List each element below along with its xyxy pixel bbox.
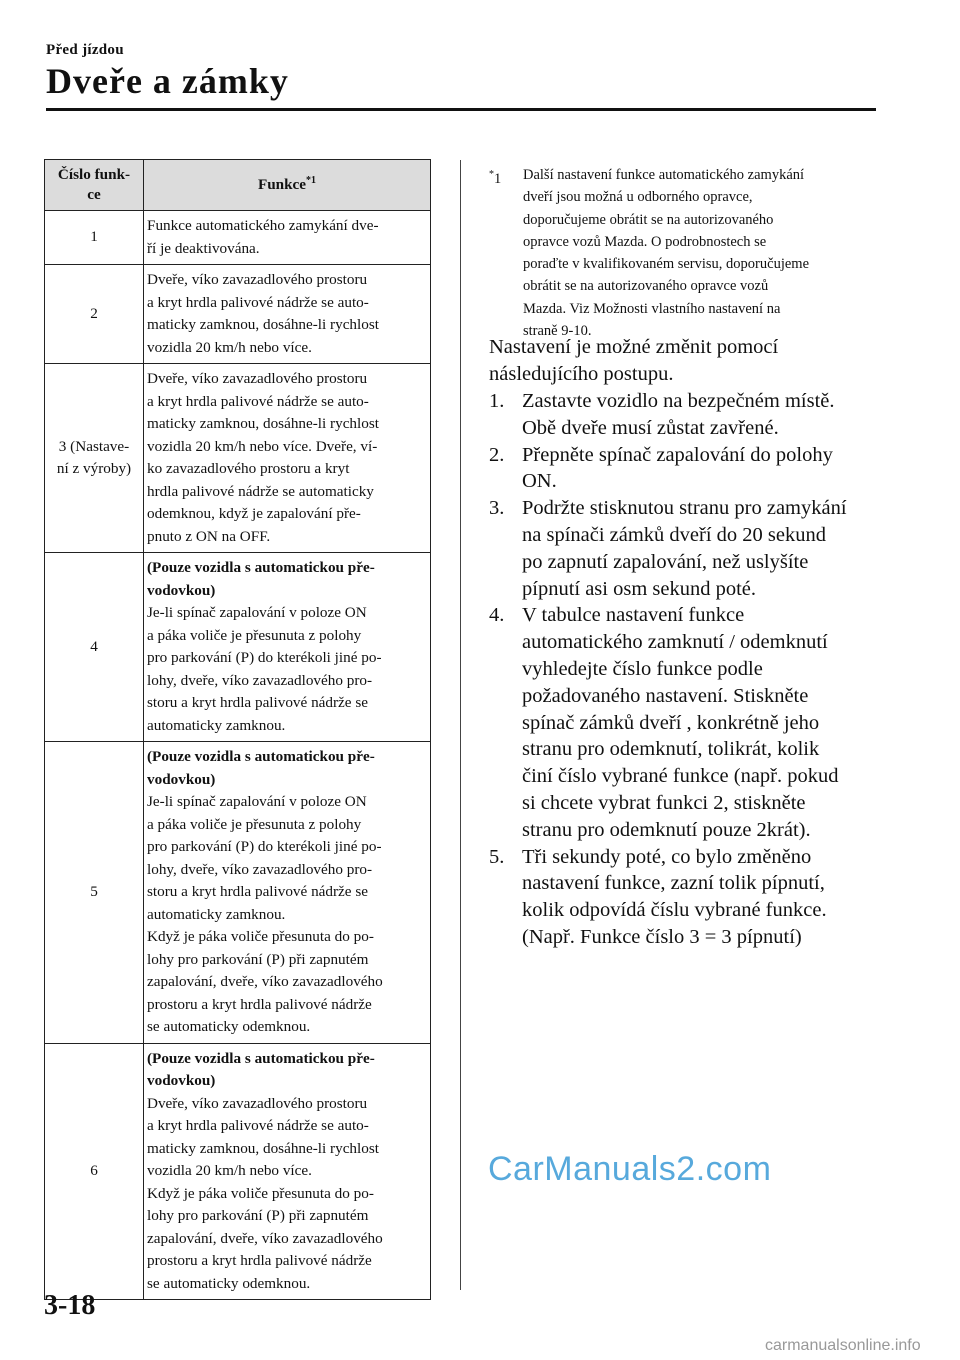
header-function-number xyxy=(45,160,144,211)
procedure-step xyxy=(489,844,881,951)
section-label: Před jízdou xyxy=(46,42,124,58)
function-description: Dveře, víko zavazadlového prostoru a kryt hrdla palivové nádrže se auto- maticky zamknou, dosáhne-li rychlost vozidla 20 km/h nebo více. xyxy=(147,271,379,356)
header-function-number-label: Číslo funk- ce xyxy=(57,166,131,203)
table-body xyxy=(45,211,431,1300)
function-number-cell xyxy=(45,265,144,364)
function-number-cell xyxy=(45,211,144,265)
step-number: 5. xyxy=(489,845,505,868)
function-description-cell xyxy=(144,364,431,553)
function-condition: (Pouze vozidla s automatickou pře- vodovkou) xyxy=(147,748,375,788)
function-condition: (Pouze vozidla s automatickou pře- vodovkou) xyxy=(147,1049,375,1089)
table-row xyxy=(45,265,431,364)
function-description-cell xyxy=(144,1043,431,1300)
function-description: Dveře, víko zavazadlového prostoru a kryt hrdla palivové nádrže se auto- maticky zamknou, dosáhne-li rychlost vozidla 20 km/h nebo více. Dveře, ví- ko zavazadlového prostoru a kryt hrdla palivové nádrže se automaticky odemknou, když je zapalování pře- pnuto z ON na OFF. xyxy=(147,370,379,545)
function-number: 4 xyxy=(90,637,98,655)
title-rule xyxy=(46,108,876,111)
header-function xyxy=(144,160,431,211)
function-description: Je-li spínač zapalování v poloze ON a páka voliče je přesunuta z polohy pro parkování (P) do kterékoli jiné po- lohy, dveře, víko zavazadlového pro- storu a kryt hrdla palivové nádrže se automaticky zamknou. Když je páka voliče přesunuta do po- lohy pro parkování (P) při zapnutém zapalování, dveře, víko zavazadlového prostoru a kryt hrdla palivové nádrže se automaticky odemknou. xyxy=(147,793,383,1035)
header-function-label: Funkce xyxy=(257,176,307,193)
footnote xyxy=(489,164,874,342)
table-header-row xyxy=(45,160,431,211)
page-title: Dveře a zámky xyxy=(46,61,289,101)
function-table xyxy=(44,159,431,1300)
function-number-cell xyxy=(45,364,144,553)
procedure-step xyxy=(489,388,881,442)
step-number: 4. xyxy=(489,604,505,627)
function-description: Dveře, víko zavazadlového prostoru a kryt hrdla palivové nádrže se auto- maticky zamknou, dosáhne-li rychlost vozidla 20 km/h nebo více. Když je páka voliče přesunuta do po- lohy pro parkování (P) při zapnutém zapalování, dveře, víko zavazadlového prostoru a kryt hrdla palivové nádrže se automaticky odemknou. xyxy=(147,1094,383,1292)
function-number-cell xyxy=(45,1043,144,1300)
step-text: Podržte stisknutou stranu pro zamykání na spínači zámků dveří do 20 sekund po zapnutí zapalování, než uslyšíte pípnutí asi osm sekund poté. xyxy=(522,497,847,600)
footer-site-url: carmanualsonline.info xyxy=(765,1337,921,1354)
procedure-step xyxy=(489,602,881,843)
function-condition: (Pouze vozidla s automatickou pře- vodovkou) xyxy=(147,559,375,599)
step-number: 2. xyxy=(489,443,505,466)
function-number-cell xyxy=(45,553,144,742)
step-text: Tři sekundy poté, co bylo změněno nastavení funkce, zazní tolik pípnutí, kolik odpovídá číslu vybrané funkce. (Např. Funkce číslo 3 = 3 pípnutí) xyxy=(522,845,827,948)
function-description-cell xyxy=(144,553,431,742)
column-divider xyxy=(460,160,461,1290)
watermark: CarManuals2.com xyxy=(488,1150,772,1188)
footnote-marker xyxy=(489,164,501,190)
intro-text: Nastavení je možné změnit pomocí následujícího postupu. xyxy=(489,336,779,385)
function-number: 2 xyxy=(90,304,98,322)
step-text: V tabulce nastavení funkce automatického zamknutí / odemknutí vyhledejte číslo funkce podle požadovaného nastavení. Stiskněte spínač zámků dveří , konkrétně jeho stranu pro odemknutí, tolikrát, kolik činí číslo vybrané funkce (např. pokud si chcete vybrat funkci 2, stiskněte stranu pro odemknutí pouze 2krát). xyxy=(522,604,839,841)
function-number: 6 xyxy=(90,1162,98,1179)
function-number: 5 xyxy=(90,883,98,900)
procedure-step xyxy=(489,442,881,496)
table-row xyxy=(45,1043,431,1300)
function-description-cell xyxy=(144,742,431,1044)
function-number-cell xyxy=(45,742,144,1044)
function-description-cell xyxy=(144,265,431,364)
step-number: 3. xyxy=(489,497,505,520)
table-row xyxy=(45,742,431,1044)
function-description: Je-li spínač zapalování v poloze ON a páka voliče je přesunuta z polohy pro parkování (P) do kterékoli jiné po- lohy, dveře, víko zavazadlového pro- storu a kryt hrdla palivové nádrže se automaticky zamknou. xyxy=(147,604,382,734)
step-number: 1. xyxy=(489,390,505,412)
function-number: 3 (Nastave- ní z výroby) xyxy=(56,437,132,477)
table-row xyxy=(45,553,431,742)
footnote-number: 1 xyxy=(494,170,502,187)
step-text: Zastavte vozidlo na bezpečném místě. Obě dveře musí zůstat zavřené. xyxy=(522,390,835,439)
footnote-asterisk: * xyxy=(489,169,494,180)
function-number: 1 xyxy=(90,228,98,246)
step-text: Přepněte spínač zapalování do polohy ON. xyxy=(522,443,833,493)
function-description: Funkce automatického zamykání dve- ří je deaktivována. xyxy=(147,217,379,257)
table-row xyxy=(45,364,431,553)
page-number: 3-18 xyxy=(44,1290,96,1321)
footnote-text: Další nastavení funkce automatického zamykání dveří jsou možná u odborného opravce, doporučujeme obrátit se na autorizovaného opravce vozů Mazda. O podrobnostech se poraďte v kvalifikovaném servisu, doporučujeme obrátit se na autorizovaného opravce vozů Mazda. Viz Možnosti vlastního nastavení na straně 9-10. xyxy=(523,167,809,340)
procedure-steps xyxy=(489,388,881,951)
header-function-footnote-marker: *1 xyxy=(306,174,317,186)
procedure-step xyxy=(489,495,881,602)
function-description-cell xyxy=(144,211,431,265)
table-row xyxy=(45,211,431,265)
